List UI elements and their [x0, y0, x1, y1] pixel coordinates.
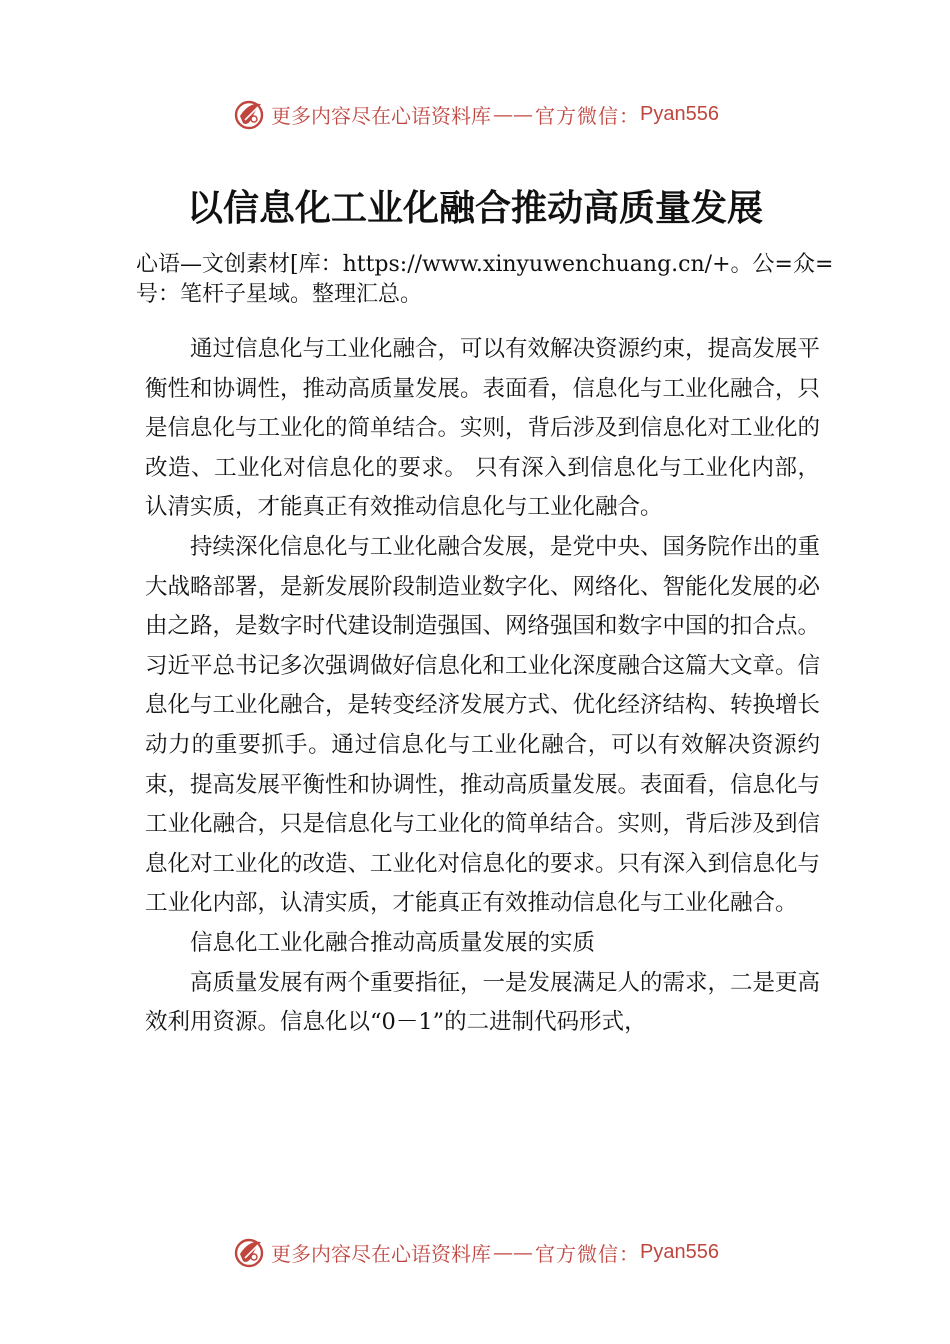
source-line: 心语—文创素材[库：https://www.xinyuwenchuang.cn/+。公=众=号：笔杆子星域。整理汇总。 — [136, 252, 834, 307]
banner-text: 更多内容尽在心语资料库 — [271, 103, 492, 128]
brand-logo-icon — [231, 96, 267, 132]
paragraph-1: 通过信息化与工业化融合，可以有效解决资源约束，提高发展平衡性和协调性，推动高质量发展。表面看，信息化与工业化融合，只是信息化与工业化的简单结合。实则，背后涉及到信息化对工业化的改造、工业化对信息化的要求。 只有深入到信息化与工业化内部，认清实质，才能真正有效推动信息化与工业化融合。 — [145, 336, 821, 521]
document-title: 以信息化工业化融合推动高质量发展 — [186, 187, 763, 229]
banner-text: 更多内容尽在心语资料库 — [271, 1241, 492, 1266]
banner-separator: —— — [493, 102, 534, 126]
brand-logo-icon — [231, 1234, 267, 1270]
banner-wechat-label: 官方微信： — [535, 1241, 641, 1266]
header-banner — [0, 92, 950, 136]
banner-wechat-id: Pyan556 — [640, 102, 719, 125]
document-body — [145, 330, 820, 1043]
banner-wechat-id: Pyan556 — [640, 1240, 719, 1263]
paragraph-3: 高质量发展有两个重要指征，一是发展满足人的需求，二是更高效利用资源。信息化以“0－1”的二进制代码形式， — [145, 969, 821, 1036]
section-subheading: 信息化工业化融合推动高质量发展的实质 — [190, 929, 596, 956]
banner-separator: —— — [493, 1240, 534, 1264]
footer-banner — [0, 1230, 950, 1274]
paragraph-2: 持续深化信息化与工业化融合发展，是党中央、国务院作出的重大战略部署，是新发展阶段制造业数字化、网络化、智能化发展的必由之路，是数字时代建设制造强国、网络强国和数字中国的扣合点。习近平总书记多次强调做好信息化和工业化深度融合这篇大文章。信息化与工业化融合，是转变经济发展方式、优化经济结构、转换增长动力的重要抓手。通过信息化与工业化融合，可以有效解决资源约束，提高发展平衡性和协调性，推动高质量发展。表面看，信息化与工业化融合，只是信息化与工业化的简单结合。实则，背后涉及到信息化对工业化的改造、工业化对信息化的要求。只有深入到信息化与工业化内部，认清实质，才能真正有效推动信息化与工业化融合。 — [145, 533, 821, 917]
banner-wechat-label: 官方微信： — [535, 103, 641, 128]
